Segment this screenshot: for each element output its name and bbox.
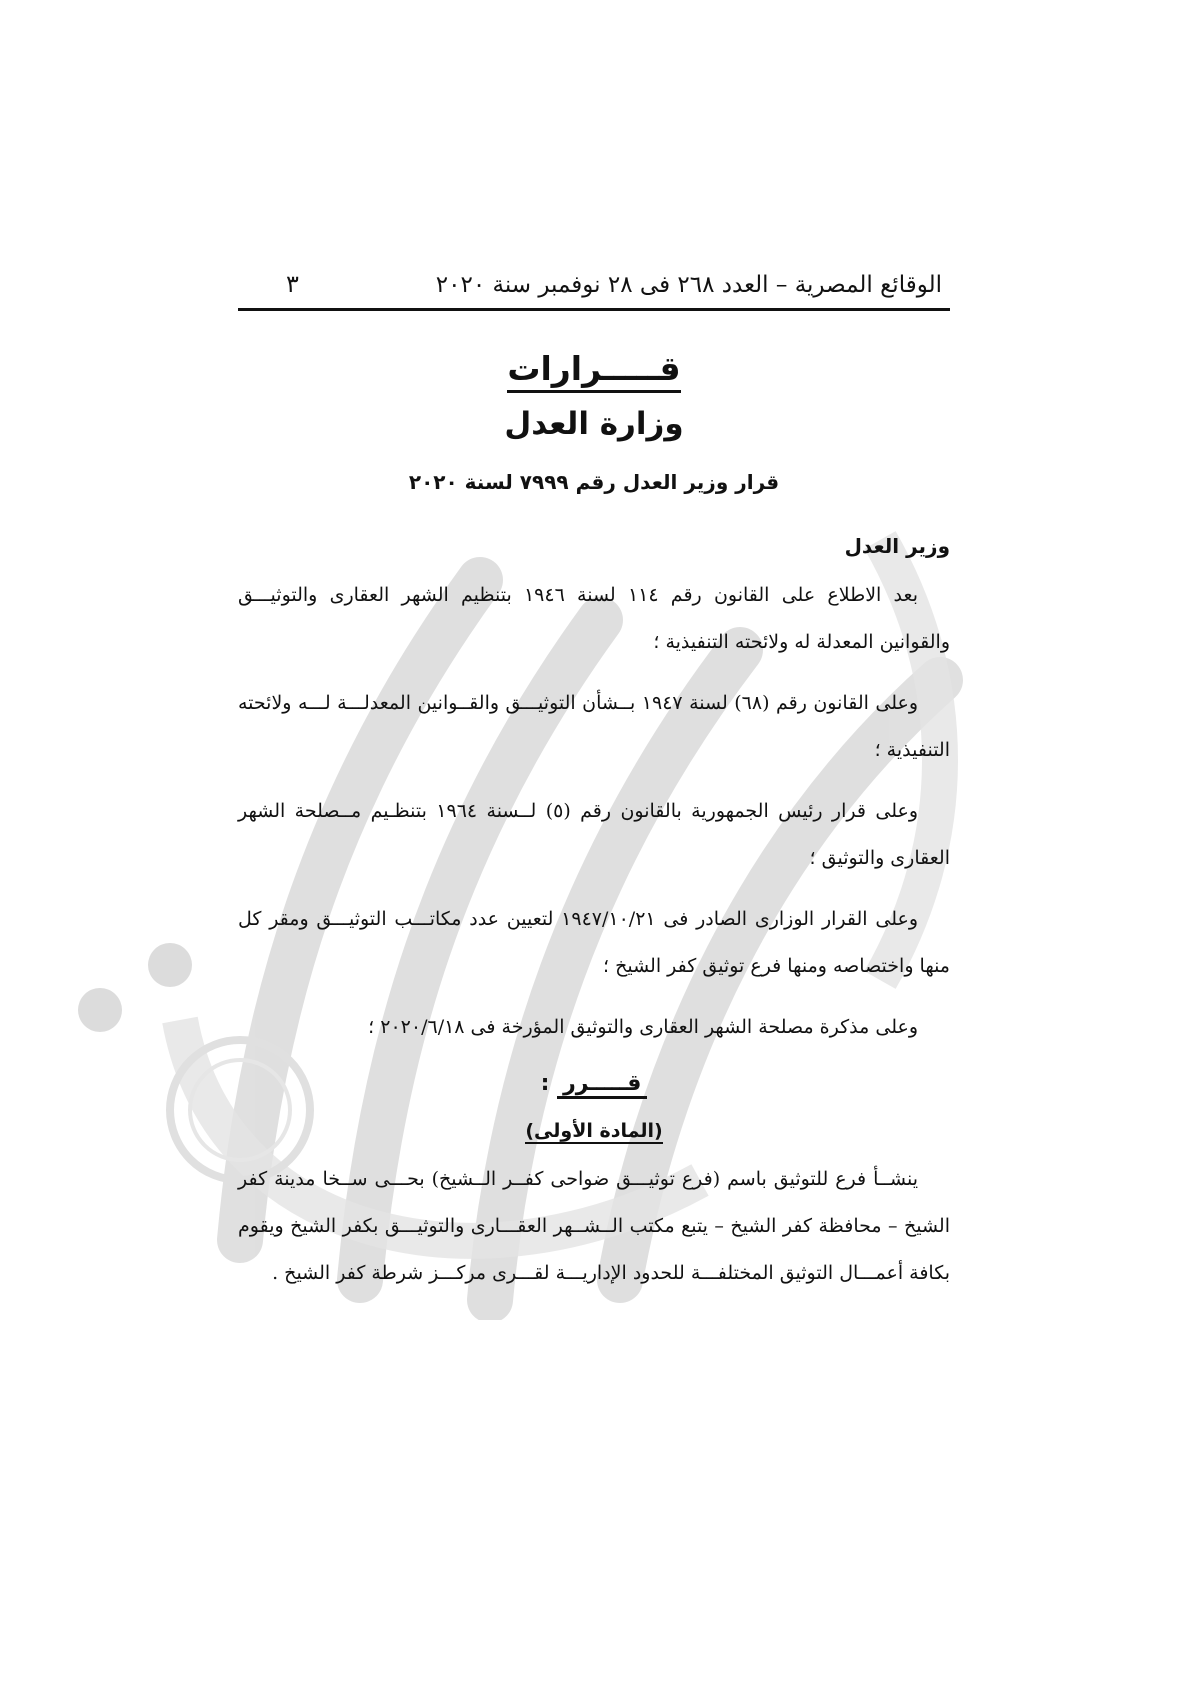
decree-title: قرار وزير العدل رقم ٧٩٩٩ لسنة ٢٠٢٠ [408, 470, 780, 494]
preamble-paragraph: وعلى القرار الوزارى الصادر فى ١٩٤٧/١٠/٢١ لتعيين عدد مكاتـــب التوثيـــق ومقر كل منها واختصاصه ومنها فرع توثيق كفر الشيخ ؛ [238, 908, 950, 977]
ministry-name: وزارة العدل [504, 406, 684, 442]
section-title: قـــــرارات [238, 349, 950, 388]
preamble-paragraph: بعد الاطلاع على القانون رقم ١١٤ لسنة ١٩٤٦ بتنظيم الشهر العقارى والتوثيـــق والقوانين المعدلة له ولائحته التنفيذية ؛ [238, 584, 950, 653]
preamble-paragraph: وعلى قرار رئيس الجمهورية بالقانون رقم (٥) لــسنة ١٩٦٤ بتنظـيم مــصلحة الشهر العقارى والتوثيق ؛ [238, 800, 950, 869]
article-text: ينشــأ فرع للتوثيق باسم (فرع توثيـــق ضواحى كفــر الــشيخ) بحـــى ســخا مدينة كفر الشيخ – محافظة كفر الشيخ – يتبع مكتب الــشــهر العقـــارى والتوثيـــق بكفر الشيخ ويقوم بكافة أعمـــال التوثيق المختلفـــة للحدود الإداريـــة لقـــرى مركـــز شرطة كفر الشيخ . [238, 1168, 950, 1284]
gazette-page [238, 270, 950, 1297]
article-heading: (المادة الأولى) [525, 1120, 663, 1142]
page-header [238, 270, 950, 311]
preamble-paragraph: وعلى القانون رقم (٦٨) لسنة ١٩٤٧ بــشأن التوثيـــق والقــوانين المعدلـــة لـــه ولائحته التنفيذية ؛ [238, 692, 950, 761]
gazette-title: الوقائع المصرية – العدد ٢٦٨ فى ٢٨ نوفمبر سنة ٢٠٢٠ [435, 272, 942, 298]
article-title: المادة الأولى [534, 1120, 654, 1142]
decides-heading: قـــــرر : [238, 1071, 950, 1096]
preamble-paragraph: وعلى مذكرة مصلحة الشهر العقارى والتوثيق المؤرخة فى ٢٠٢٠/٦/١٨ ؛ [368, 1016, 918, 1038]
minister-heading: وزير العدل [844, 534, 950, 558]
page-number: ٣ [286, 270, 299, 298]
